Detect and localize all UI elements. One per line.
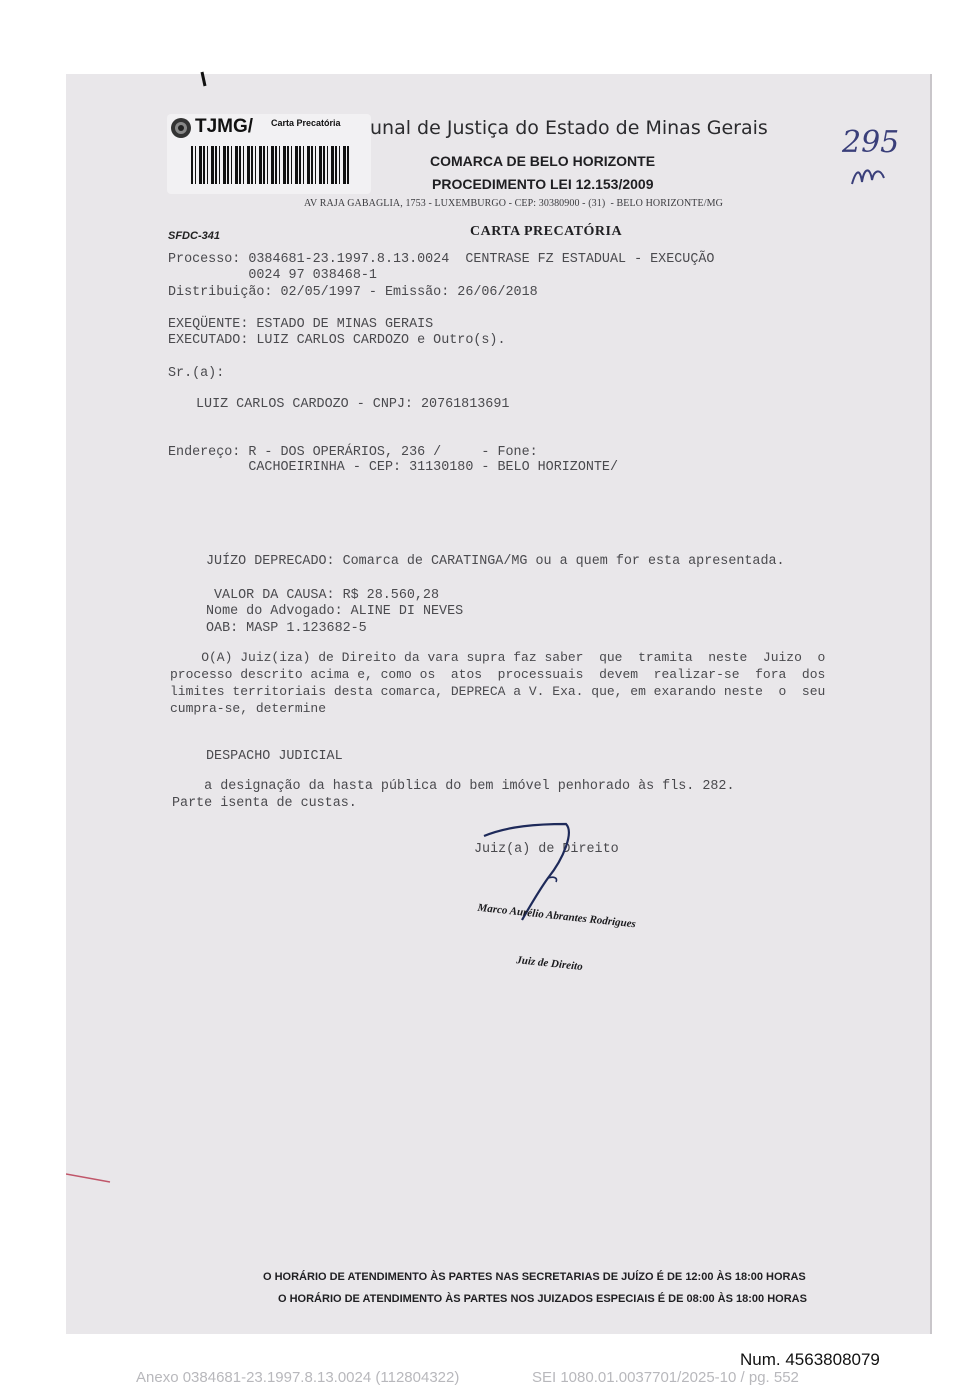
paragraph-line-4: cumpra-se, determine [170, 701, 327, 716]
paragraph-line-3: limites territoriais desta comarca, DEPRECA a V. Exa. que, em exarando neste o seu [170, 684, 826, 699]
comarca-heading: COMARCA DE BELO HORIZONTE [430, 153, 656, 169]
executado-line: EXECUTADO: LUIZ CARLOS CARDOZO e Outro(s). [168, 333, 506, 348]
scan-mark [196, 70, 210, 90]
sei-reference: SEI 1080.01.0037701/2025-10 / pg. 552 [532, 1369, 799, 1386]
endereco-line-2: CACHOEIRINHA - CEP: 31130180 - BELO HORIZONTE/ [168, 460, 618, 475]
sr-label: Sr.(a): [168, 366, 225, 381]
distribuicao-line: Distribuição: 02/05/1997 - Emissão: 26/06/2018 [168, 285, 538, 300]
despacho-title: DESPACHO JUDICIAL [206, 749, 343, 764]
logo-text: TJMG/ [195, 116, 254, 137]
despacho-line-2: Parte isenta de custas. [172, 796, 357, 811]
judge-stamp-role: Juiz de Direito [515, 954, 584, 974]
valor-causa: VALOR DA CAUSA: R$ 28.560,28 [214, 588, 439, 603]
handwritten-number-text: 295 [842, 125, 900, 160]
processo-line-2: 0024 97 038468-1 [168, 268, 377, 283]
paragraph-line-2: processo descrito acima e, como os atos processuais devem realizar-se fora dos [170, 667, 826, 682]
document-code: SFDC-341 [168, 230, 220, 242]
handwritten-page-number [838, 112, 902, 196]
logo-small-text: Carta Precatória [271, 118, 341, 128]
footer-line-1: O HORÁRIO DE ATENDIMENTO ÀS PARTES NAS SECRETARIAS DE JUÍZO É DE 12:00 ÀS 18:00 HORAS [263, 1271, 806, 1283]
oab-line: OAB: MASP 1.123682-5 [206, 621, 367, 636]
document-title: CARTA PRECATÓRIA [470, 224, 623, 239]
footer-line-2: O HORÁRIO DE ATENDIMENTO ÀS PARTES NOS JUIZADOS ESPECIAIS É DE 08:00 ÀS 18:00 HORAS [278, 1293, 807, 1305]
endereco-line-1: Endereço: R - DOS OPERÁRIOS, 236 / - Fone: [168, 445, 538, 460]
annex-reference: Anexo 0384681-23.1997.8.13.0024 (112804322) [136, 1369, 460, 1386]
judge-stamp-name: Marco Aurélio Abrantes Rodrigues [476, 901, 637, 931]
document-number: Num. 4563808079 [740, 1350, 880, 1369]
tjmg-logo-barcode [167, 114, 371, 194]
exequente-line: EXEQÜENTE: ESTADO DE MINAS GERAIS [168, 317, 434, 332]
coat-of-arms-icon [169, 116, 193, 140]
judge-stamp [470, 866, 640, 996]
court-title: unal de Justiça do Estado de Minas Gerais [370, 117, 768, 139]
despacho-line-1: a designação da hasta pública do bem imóvel penhorado às fls. 282. [172, 779, 735, 794]
scan-mark-red [66, 1168, 116, 1188]
advogado-line: Nome do Advogado: ALINE DI NEVES [206, 604, 464, 619]
paragraph-line-1: O(A) Juiz(iza) de Direito da vara supra faz saber que tramita neste Juizo o [170, 650, 826, 665]
barcode [191, 146, 349, 184]
procedimento-heading: PROCEDIMENTO LEI 12.153/2009 [432, 176, 654, 192]
juizo-deprecado: JUÍZO DEPRECADO: Comarca de CARATINGA/MG ou a quem for esta apresentada. [206, 554, 785, 569]
recipient-name: LUIZ CARLOS CARDOZO - CNPJ: 20761813691 [196, 397, 510, 412]
processo-line-1: Processo: 0384681-23.1997.8.13.0024 CENTRASE FZ ESTADUAL - EXECUÇÃO [168, 252, 715, 267]
juiz-label: Juiz(a) de Direito [474, 842, 619, 857]
court-address: AV RAJA GABAGLIA, 1753 - LUXEMBURGO - CEP: 30380900 - (31) - BELO HORIZONTE/MG [304, 198, 723, 209]
